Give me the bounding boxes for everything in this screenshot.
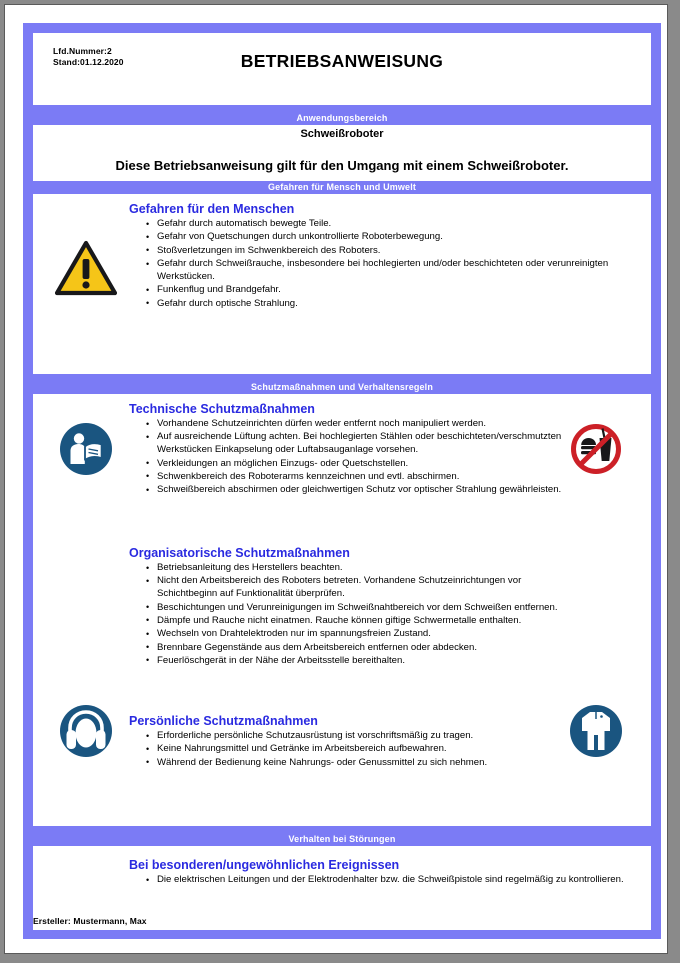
document-frame <box>23 23 661 939</box>
lfd-nummer: Lfd.Nummer:2 <box>53 46 112 56</box>
list-item: • Schweißbereich abschirmen oder gleichwertigen Schutz vor optischer Strahlung gewährleisten. <box>146 484 579 497</box>
list-item: • Die elektrischen Leitungen und der Elektrodenhalter bzw. die Schweißpistole sind regelmäßig zu kontrollieren. <box>146 874 639 887</box>
hazards-heading: Gefahren für den Menschen <box>129 202 295 216</box>
list-item: • Auf ausreichende Lüftung achten. Bei hochlegierten Stählen oder beschichteten/verschmutzten Werkstücken Einkapselung oder Luftabsauganlage vorsehen. <box>146 431 579 457</box>
list-item: • Während der Bedienung keine Nahrungs- oder Genussmittel zu sich nehmen. <box>146 757 579 770</box>
section-hazards <box>33 194 651 374</box>
section-scope <box>33 125 651 181</box>
scope-statement: Diese Betriebsanweisung gilt für den Umgang mit einem Schweißroboter. <box>115 158 569 173</box>
hazards-list <box>129 218 649 310</box>
technical-measures-heading: Technische Schutzmaßnahmen <box>129 402 315 416</box>
list-item: • Funkenflug und Brandgefahr. <box>146 284 649 297</box>
page-title: BETRIEBSANWEISUNG <box>240 51 444 71</box>
organizational-measures-heading: Organisatorische Schutzmaßnahmen <box>129 546 350 560</box>
list-item: • Feuerlöschgerät in der Nähe der Arbeitsstelle bereithalten. <box>146 655 579 668</box>
list-item: • Beschichtungen und Verunreinigungen im Schweißnahtbereich vor dem Schweißen entfernen. <box>146 602 579 615</box>
list-item: • Stoßverletzungen im Schwenkbereich des Roboters. <box>146 245 649 258</box>
list-item: • Schwenkbereich des Roboterarms kennzeichnen und evtl. abschirmen. <box>146 471 579 484</box>
disturbances-heading: Bei besonderen/ungewöhnlichen Ereignissen <box>129 858 400 872</box>
section-bar-disturbances: Verhalten bei Störungen <box>23 833 661 846</box>
list-item: • Nicht den Arbeitsbereich des Roboters betreten. Vorhandene Schutzeinrichtungen vor Schichtbeginn auf Funktionalität überprüfen. <box>146 575 579 601</box>
list-item: • Gefahr durch optische Strahlung. <box>146 298 649 311</box>
read-instructions-icon <box>59 422 113 476</box>
list-item: • Gefahr durch automatisch bewegte Teile. <box>146 218 649 231</box>
list-item: • Gefahr von Quetschungen durch unkontrollierte Roboterbewegung. <box>146 231 649 244</box>
list-item: • Verkleidungen an möglichen Einzugs- oder Quetschstellen. <box>146 458 579 471</box>
list-item: • Betriebsanleitung des Herstellers beachten. <box>146 562 579 575</box>
organizational-measures-list <box>129 562 579 668</box>
document-header <box>33 33 651 105</box>
list-item: • Erforderliche persönliche Schutzausrüstung ist vorschriftsmäßig zu tragen. <box>146 730 579 743</box>
list-item: • Brennbare Gegenstände aus dem Arbeitsbereich entfernen oder abdecken. <box>146 642 579 655</box>
ear-protection-icon <box>59 704 113 758</box>
section-bar-scope: Anwendungsbereich <box>23 112 661 125</box>
personal-measures-heading: Persönliche Schutzmaßnahmen <box>129 714 318 728</box>
section-bar-hazards: Gefahren für Mensch und Umwelt <box>23 181 661 194</box>
list-item: • Keine Nahrungsmittel und Getränke im Arbeitsbereich aufbewahren. <box>146 743 579 756</box>
scope-subject: Schweißroboter <box>300 128 384 140</box>
list-item: • Gefahr durch Schweißrauche, insbesondere bei hochlegierten und/oder beschichteten oder verunreinigten Werkstücken. <box>146 258 649 284</box>
list-item: • Vorhandene Schutzeinrichten dürfen weder entfernt noch manipuliert werden. <box>146 418 579 431</box>
disturbances-list <box>129 874 639 887</box>
stand-date: Stand:01.12.2020 <box>53 56 124 67</box>
document-page <box>4 4 668 954</box>
section-bar-measures: Schutzmaßnahmen und Verhaltensregeln <box>23 381 661 394</box>
technical-measures-list <box>129 418 579 497</box>
warning-triangle-icon <box>55 240 117 296</box>
list-item: • Wechseln von Drahtelektroden nur im spannungsfreien Zustand. <box>146 628 579 641</box>
list-item: • Dämpfe und Rauche nicht einatmen. Rauche können giftige Schwermetalle enthalten. <box>146 615 579 628</box>
document-footer: Ersteller: Mustermann, Max <box>33 916 147 926</box>
personal-measures-list <box>129 730 579 770</box>
section-measures <box>33 394 651 826</box>
